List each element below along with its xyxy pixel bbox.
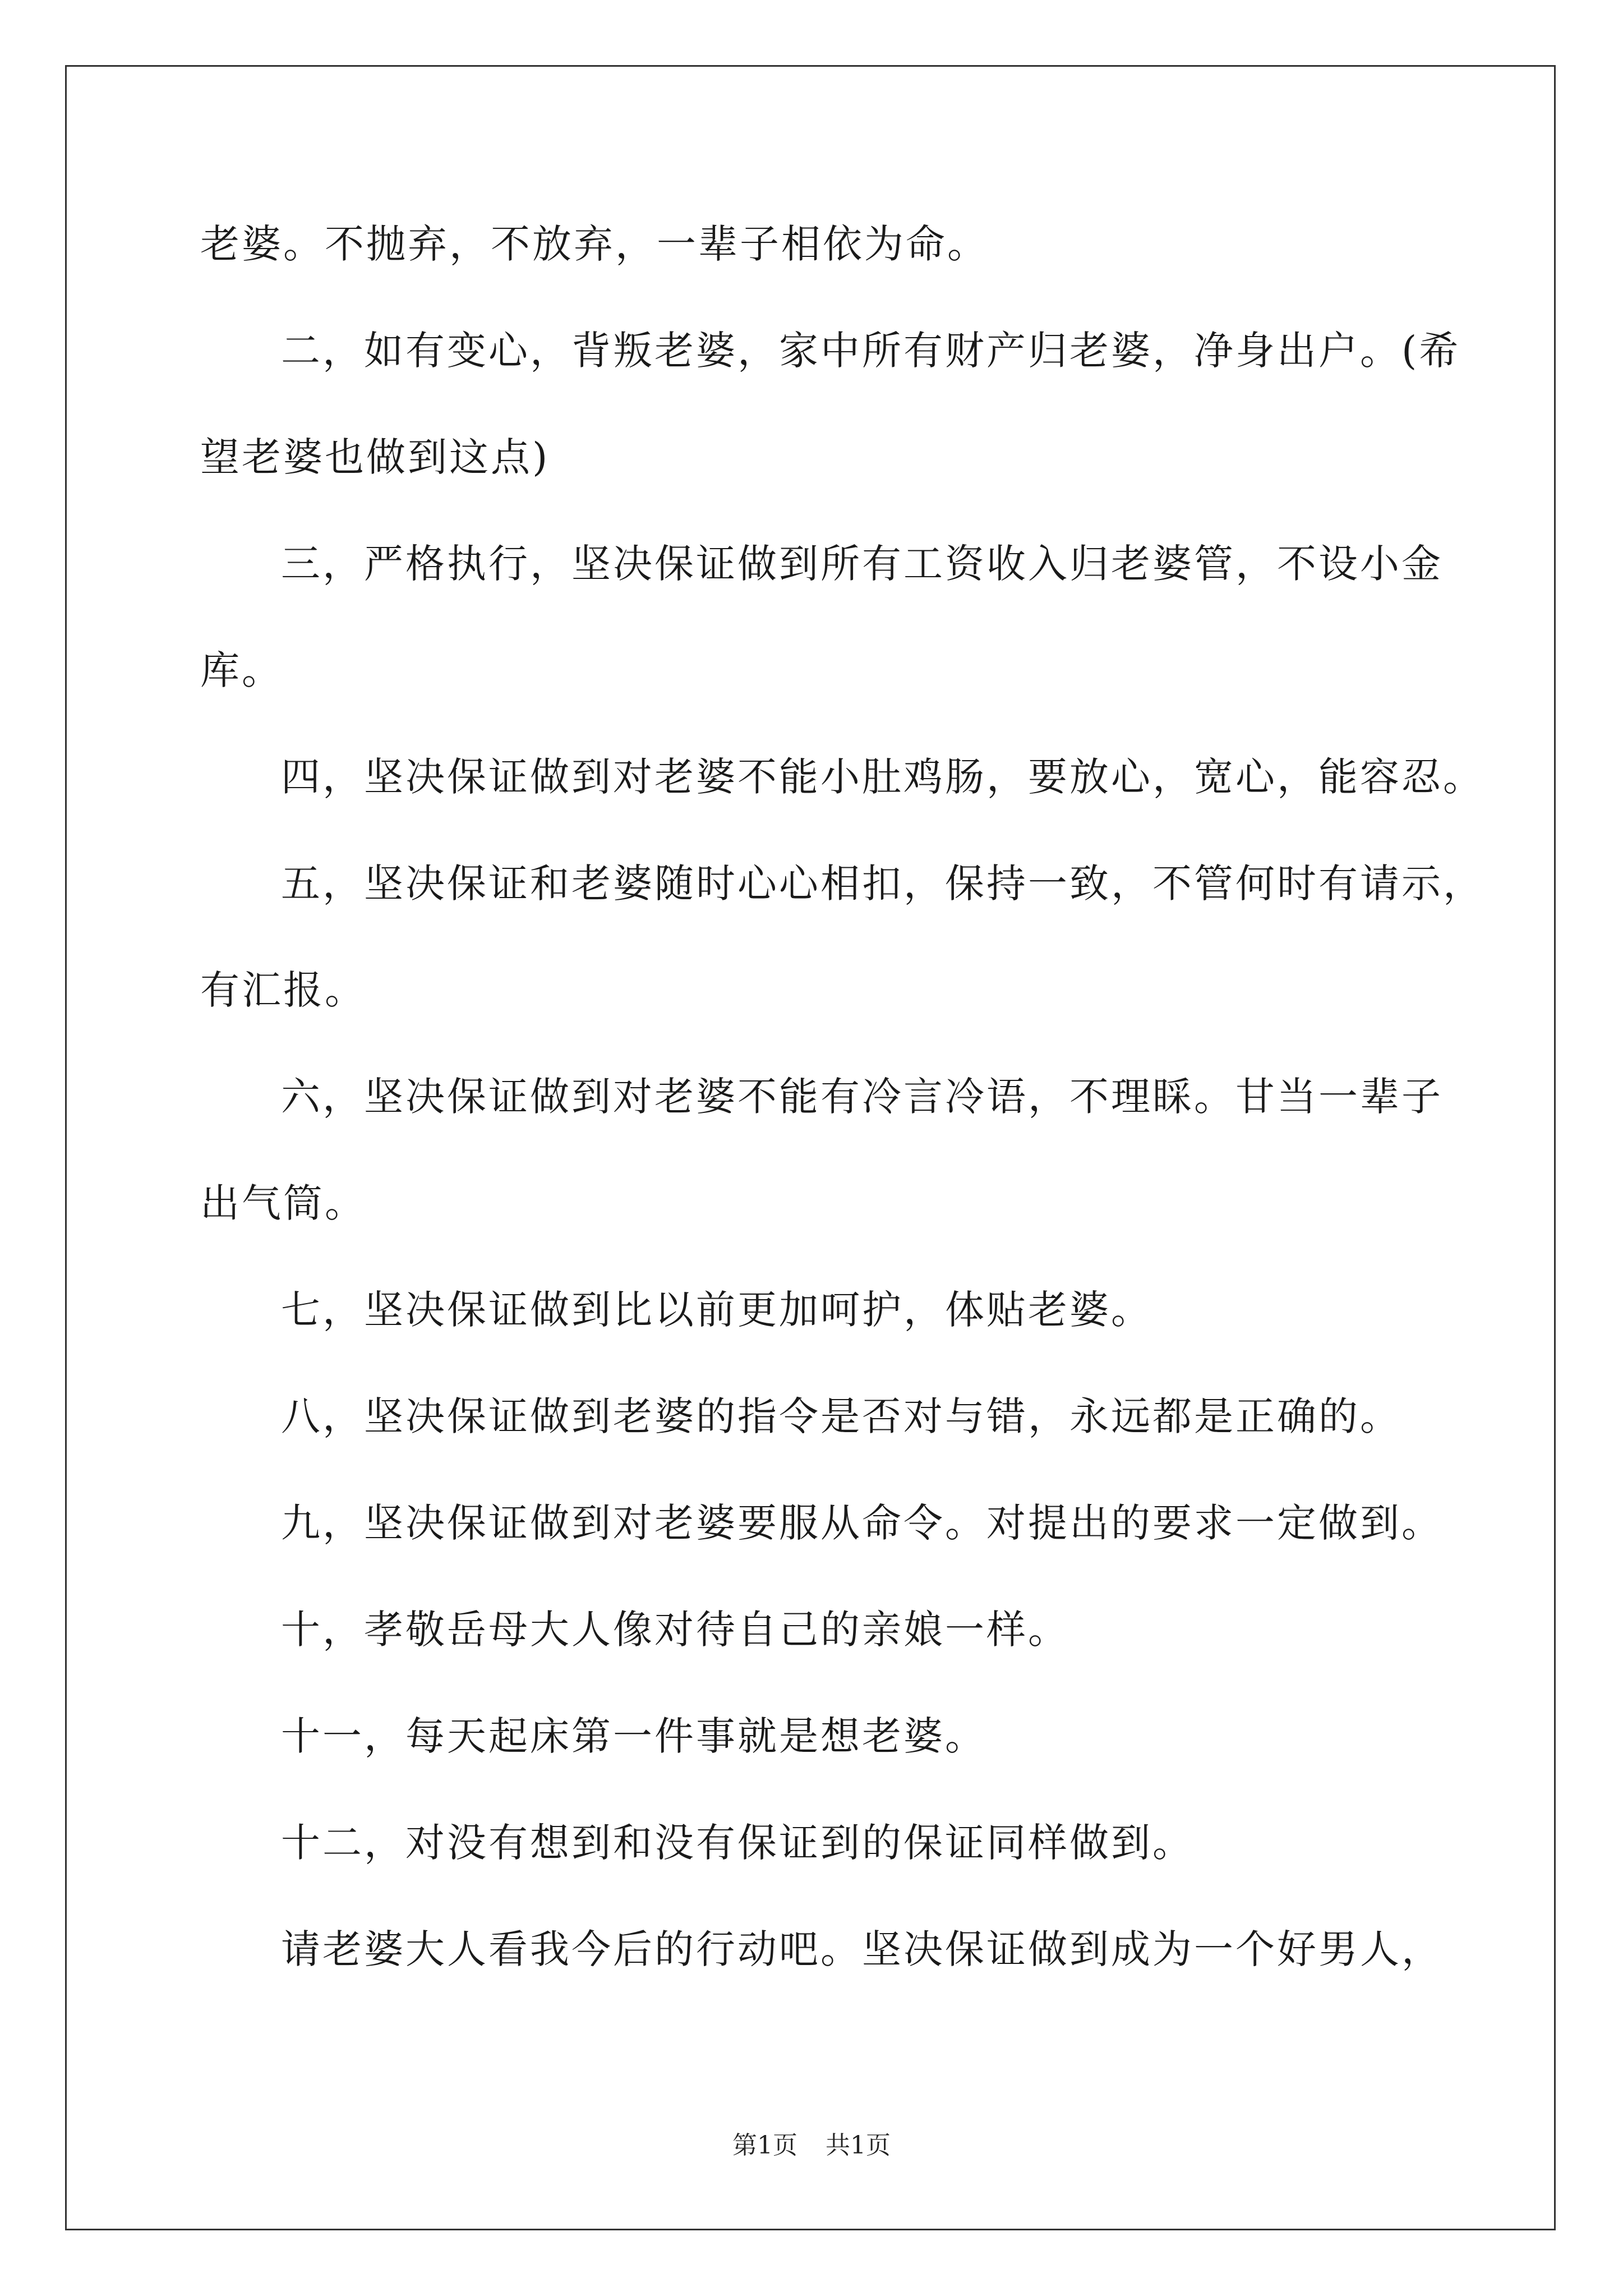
text-line: 十一，每天起床第一件事就是想老婆。: [281, 1713, 986, 1759]
text-line: 望老婆也做到这点): [200, 434, 550, 480]
text-line: 六，坚决保证做到对老婆不能有冷言冷语，不理睬。甘当一辈子: [281, 1074, 1443, 1120]
text-line: 九，坚决保证做到对老婆要服从命令。对提出的要求一定做到。: [281, 1500, 1443, 1546]
page-total: 共1页: [826, 2131, 891, 2160]
text-line: 三，严格执行，坚决保证做到所有工资收入归老婆管，不设小金: [281, 541, 1443, 587]
text-line: 七，坚决保证做到比以前更加呵护，体贴老婆。: [281, 1287, 1152, 1333]
text-line: 八，坚决保证做到老婆的指令是否对与错，永远都是正确的。: [281, 1393, 1401, 1439]
page-footer: [0, 2129, 1623, 2162]
text-line: 四，坚决保证做到对老婆不能小肚鸡肠，要放心，宽心，能容忍。: [281, 754, 1484, 800]
text-line: 十，孝敬岳母大人像对待自己的亲娘一样。: [281, 1607, 1069, 1653]
text-line: 库。: [200, 647, 283, 693]
text-line: 五，坚决保证和老婆随时心心相扣，保持一致，不管何时有请示，: [281, 861, 1484, 907]
text-line: 出气筒。: [200, 1180, 366, 1226]
page-number: 第1页: [732, 2131, 797, 2160]
text-line: 十二，对没有想到和没有保证到的保证同样做到。: [281, 1820, 1194, 1866]
text-line: 老婆。不抛弃，不放弃，一辈子相依为命。: [200, 221, 989, 267]
text-line: 请老婆大人看我今后的行动吧。坚决保证做到成为一个好男人，: [281, 1926, 1443, 1972]
text-line: 有汇报。: [200, 967, 366, 1013]
page-border: [65, 65, 1556, 2230]
text-line: 二，如有变心，背叛老婆，家中所有财产归老婆，净身出户。(希: [281, 328, 1461, 374]
